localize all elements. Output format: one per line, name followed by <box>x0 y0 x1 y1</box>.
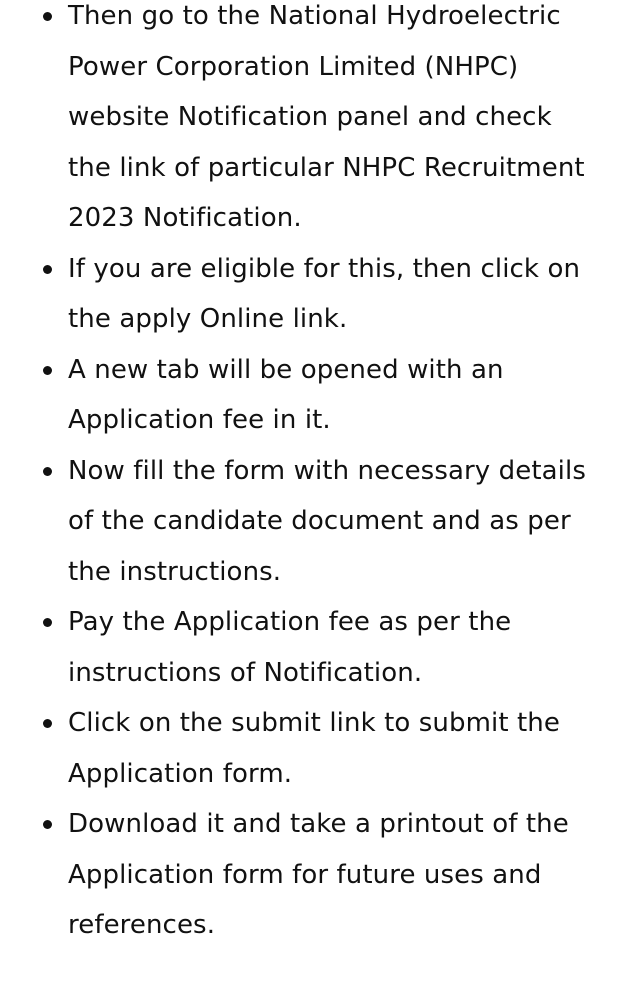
list-item-text: A new tab will be opened with an Application fee in it. <box>68 354 504 435</box>
list-item <box>68 0 588 244</box>
list-item <box>68 446 588 598</box>
bullet-icon <box>43 820 52 829</box>
bullet-icon <box>43 265 52 274</box>
list-item <box>68 698 588 799</box>
list-item-text: Now fill the form with necessary details of the candidate document and as per the instructions. <box>68 455 586 587</box>
list-item <box>68 799 588 951</box>
list-item-text: Then go to the National Hydroelectric Power Corporation Limited (NHPC) website Notification panel and check the link of particular NHPC Recruitment 2023 Notification. <box>68 1 585 233</box>
list-item <box>68 345 588 446</box>
list-item-text: Click on the submit link to submit the Application form. <box>68 708 560 789</box>
list-item-text: Download it and take a printout of the Application form for future uses and references. <box>68 809 569 940</box>
list-item <box>68 597 588 698</box>
bullet-icon <box>43 366 52 375</box>
bullet-icon <box>43 618 52 627</box>
list-item-text: Pay the Application fee as per the instructions of Notification. <box>68 607 512 688</box>
bullet-icon <box>43 12 52 21</box>
bullet-icon <box>43 719 52 728</box>
list-item-text: If you are eligible for this, then click on the apply Online link. <box>68 253 581 334</box>
list-item <box>68 244 588 345</box>
bullet-icon <box>43 467 52 476</box>
